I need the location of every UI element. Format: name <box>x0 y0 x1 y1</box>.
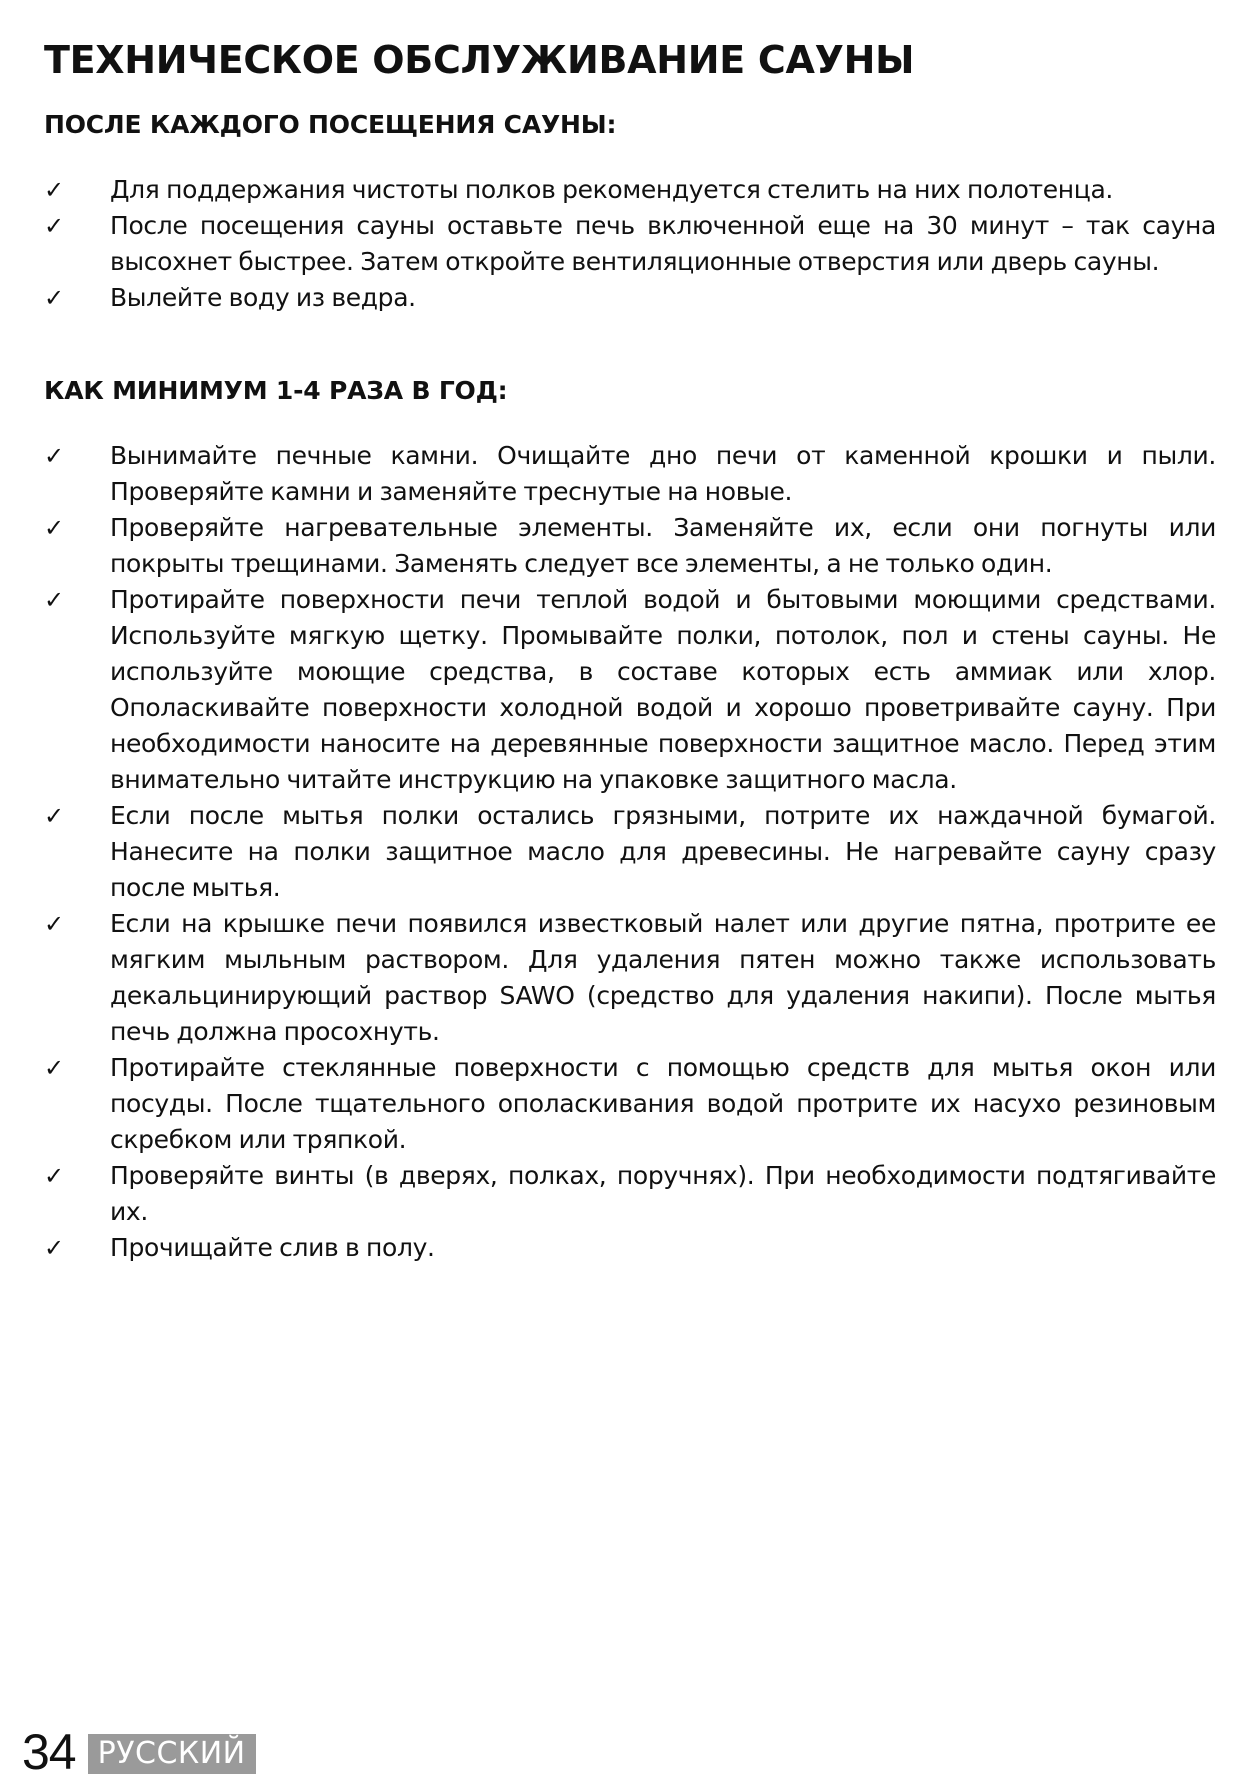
checkmark-icon: ✓ <box>44 1234 64 1262</box>
list-item <box>44 1050 1216 1158</box>
list-item-text: Проверяйте винты (в дверях, полках, поручнях). При необходимости подтягивайте их. <box>110 1161 1216 1226</box>
list-item <box>44 172 1216 208</box>
checkmark-icon: ✓ <box>44 1162 64 1190</box>
list-item <box>44 438 1216 510</box>
checkmark-icon: ✓ <box>44 284 64 312</box>
list-item <box>44 208 1216 280</box>
list-item-text: Если на крышке печи появился известковый налет или другие пятна, протрите ее мягким мыльным раствором. Для удаления пятен можно также использовать декальцинирующий раствор SAWO (средство для удаления накипи). После мытья печь должна просохнуть. <box>110 909 1216 1046</box>
checkmark-icon: ✓ <box>44 1054 64 1082</box>
list-item <box>44 510 1216 582</box>
checklist <box>44 438 1216 1266</box>
list-item <box>44 280 1216 316</box>
list-item <box>44 1158 1216 1230</box>
page-number: 34 <box>22 1724 76 1780</box>
checkmark-icon: ✓ <box>44 442 64 470</box>
list-item-text: Прочищайте слив в полу. <box>110 1233 435 1262</box>
list-item-text: Проверяйте нагревательные элементы. Заменяйте их, если они погнуты или покрыты трещинами. Заменять следует все элементы, а не только один. <box>110 513 1216 578</box>
checkmark-icon: ✓ <box>44 910 64 938</box>
page-footer <box>22 1726 256 1778</box>
page-title: ТЕХНИЧЕСКОЕ ОБСЛУЖИВАНИЕ САУНЫ <box>44 38 915 82</box>
list-item-text: Вылейте воду из ведра. <box>110 283 416 312</box>
list-item-text: Протирайте стеклянные поверхности с помощью средств для мытья окон или посуды. После тщательного ополаскивания водой протрите их насухо резиновым скребком или тряпкой. <box>110 1053 1216 1154</box>
list-item-text: Если после мытья полки остались грязными, потрите их наждачной бумагой. Нанесите на полки защитное масло для древесины. Не нагревайте сауну сразу после мытья. <box>110 801 1216 902</box>
list-item <box>44 1230 1216 1266</box>
list-item <box>44 582 1216 798</box>
section-heading: ПОСЛЕ КАЖДОГО ПОСЕЩЕНИЯ САУНЫ: <box>44 110 617 139</box>
list-item-text: После посещения сауны оставьте печь включенной еще на 30 минут – так сауна высохнет быстрее. Затем откройте вентиляционные отверстия или дверь сауны. <box>110 211 1216 276</box>
section-yearly <box>44 374 1216 1266</box>
section-heading: КАК МИНИМУМ 1-4 РАЗА В ГОД: <box>44 376 508 405</box>
list-item-text: Протирайте поверхности печи теплой водой и бытовыми моющими средствами. Используйте мягкую щетку. Промывайте полки, потолок, пол и стены сауны. Не используйте моющие средства, в составе которых есть аммиак или хлор. Ополаскивайте поверхности холодной водой и хорошо проветривайте сауну. При необходимости наносите на деревянные поверхности защитное масло. Перед этим внимательно читайте инструкцию на упаковке защитного масла. <box>110 585 1216 794</box>
list-item <box>44 906 1216 1050</box>
list-item-text: Вынимайте печные камни. Очищайте дно печи от каменной крошки и пыли. Проверяйте камни и заменяйте треснутые на новые. <box>110 441 1216 506</box>
checkmark-icon: ✓ <box>44 586 64 614</box>
checklist <box>44 172 1216 316</box>
list-item <box>44 798 1216 906</box>
checkmark-icon: ✓ <box>44 176 64 204</box>
list-item-text: Для поддержания чистоты полков рекомендуется стелить на них полотенца. <box>110 175 1114 204</box>
checkmark-icon: ✓ <box>44 514 64 542</box>
checkmark-icon: ✓ <box>44 212 64 240</box>
section-after-each-visit <box>44 108 1216 316</box>
language-label: РУССКИЙ <box>88 1734 256 1774</box>
checkmark-icon: ✓ <box>44 802 64 830</box>
